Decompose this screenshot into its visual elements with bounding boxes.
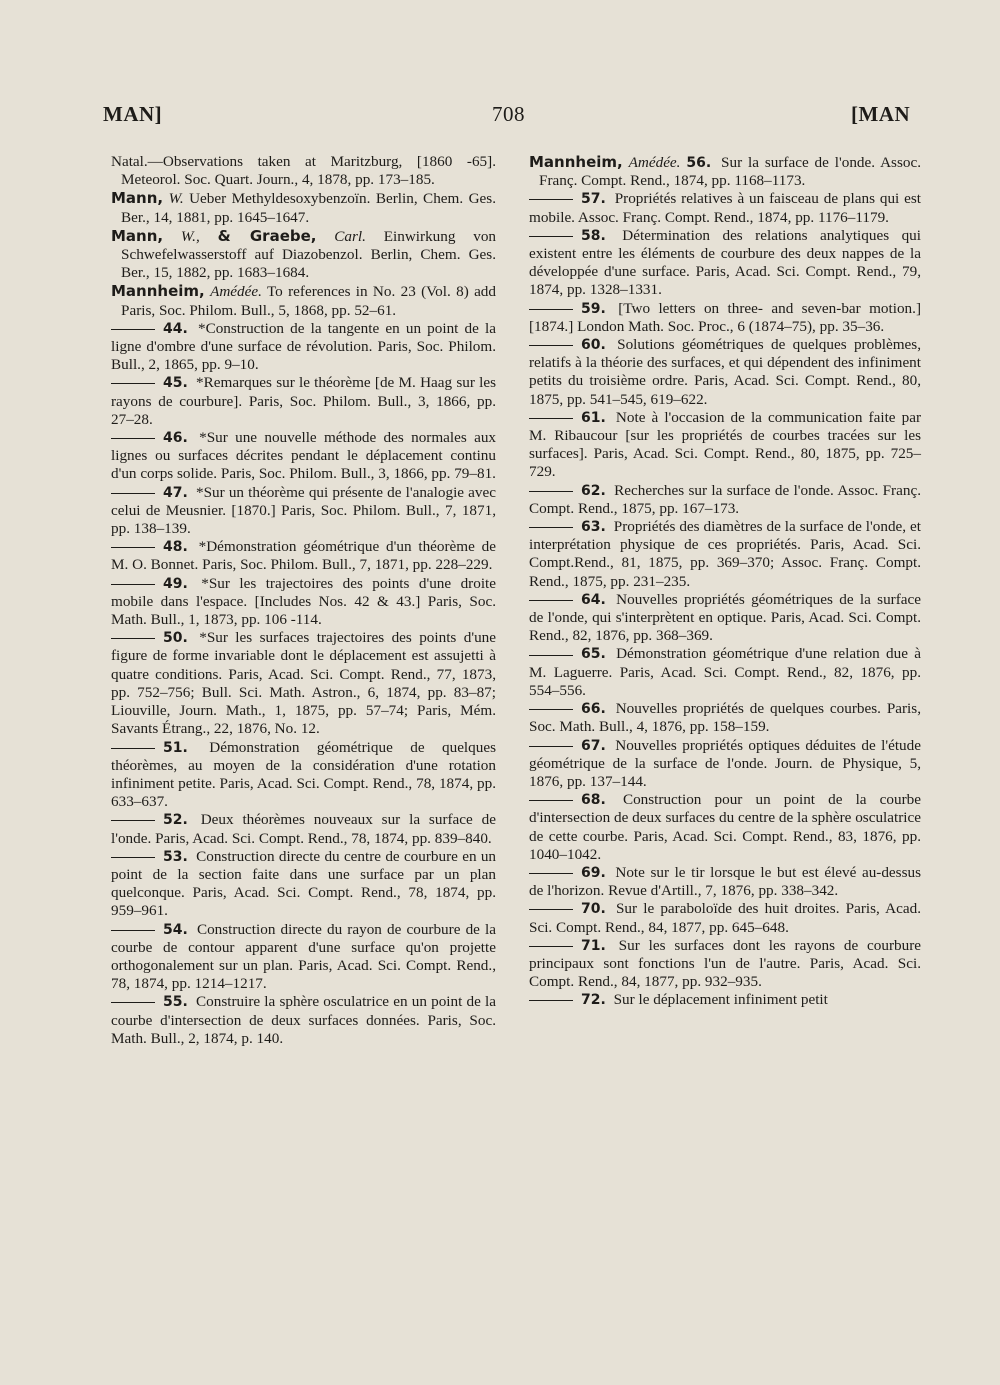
entry-text: Solutions géométriques de quelques problèmes, relatifs à la théorie des surfaces, et qui dépendent des infiniment petits du troisième ordre. Paris, Acad. Sci. Compt. Rend., 80, 1875, pp. 541–545, 619–622. [529,336,922,408]
entry-number: 66. [581,701,606,718]
entry-number: 59. [581,300,606,317]
bibliography-entry [111,282,496,319]
entry-text: Note sur le tir lorsque le but est élevé au-dessus de l'horizon. Revue d'Artill., 7, 1876, pp. 338–342. [529,863,922,900]
author-given-name: Amédée. [210,283,262,301]
bibliography-entry [529,791,921,864]
bibliography-entry [529,937,921,992]
ditto-dash [529,418,573,419]
ditto-dash [111,383,155,384]
entry-text: *Sur une nouvelle méthode des normales aux lignes ou surfaces décrites pendant le déplacement continu d'un corps solide. Paris, Soc. Philom. Bull., 3, 1866, pp. 79–81. [111,429,497,483]
entry-text: Natal.—Observations taken at Maritzburg, [1860 -65]. Meteorol. Soc. Quart. Journ., 4, 1878, pp. 173–185. [111,153,496,189]
entry-number: 44. [163,320,188,337]
entry-number: 67. [581,737,606,754]
entry-number: 68. [581,792,606,809]
bibliography-entry [111,848,496,921]
ditto-dash [529,746,573,747]
entry-text: Nouvelles propriétés géométriques de la surface de l'onde, qui s'interprètent en optique. Paris, Acad. Sci. Compt. Rend., 82, 1876, pp. 368–369. [529,590,922,645]
bibliography-entry [529,700,921,736]
entry-number: 70. [581,901,606,918]
entry-text: Propriétés relatives à un faisceau de plans qui est mobile. Assoc. Franç. Compt. Rend., 1874, pp. 1176–1179. [529,190,922,226]
entry-text: Ueber Methyldesoxybenzoïn. Berlin, Chem. Ges. Ber., 14, 1881, pp. 1645–1647. [121,190,497,226]
entry-number: 62. [581,482,606,499]
ditto-dash [529,946,573,947]
ditto-dash [111,930,155,931]
entry-text: Nouvelles propriétés de quelques courbes. Paris, Soc. Math. Bull., 4, 1876, pp. 158–159. [529,700,921,736]
author-given-name: W., [180,227,200,245]
entry-text: Construction directe du centre de courbure en un point de la section faite dans une surface par un plan quelconque. Paris, Acad. Sci. Compt. Rend., 78, 1874, pp. 959–961. [111,847,497,920]
entry-text: *Sur un théorème qui présente de l'analogie avec celui de Meusnier. [1870.] Paris, Soc. Philom. Bull., 7, 1871, pp. 138–139. [111,483,496,538]
author-given-name: W. [168,190,184,208]
entry-text: *Sur les surfaces trajectoires des points d'une figure de forme invariable dont le déplacement est assujetti à quatre conditions. Paris, Acad. Sci. Compt. Rend., 77, 1873, pp. 752–756; Bull. Sci. Math. Astron., 6, 1874, pp. 83–87; Liouville, Journ. Math., 1, 1875, pp. 57–74; Paris, Mém. Savants Étrang., 22, 1876, No. 12. [111,629,496,738]
entry-number: 61. [581,409,606,426]
bibliography-entry [529,900,921,936]
ditto-dash [529,655,573,656]
entry-number: 51. [163,739,188,756]
entry-number: 56. [686,155,712,171]
entry-text: To references in No. 23 (Vol. 8) add Paris, Soc. Philom. Bull., 5, 1868, pp. 52–61. [121,283,496,319]
ditto-dash [529,873,573,874]
entry-number: 63. [581,519,606,536]
bibliography-entry [111,993,496,1048]
entry-number: 64. [581,591,606,608]
entry-text: Propriétés des diamètres de la surface de l'onde, et interprétation physique de ces propriétés. Paris, Acad. Sci. Compt.Rend., 81, 1875, pp. 369–370; Assoc. Franç. Compt. Rend., 1875, pp. 231–235. [529,518,922,590]
bibliography-entry [111,153,496,189]
bibliography-entry [111,629,496,738]
left-column [111,153,496,1048]
entry-number: 54. [163,921,188,938]
bibliography-entry [529,409,921,482]
entry-text: [Two letters on three- and seven-bar motion.] [1874.] London Math. Soc. Proc., 6 (1874–75), pp. 35–36. [529,299,922,335]
ditto-dash [111,1002,155,1003]
bibliography-entry [529,227,921,300]
ditto-dash [111,584,155,585]
entry-text: Deux théorèmes nouveaux sur la surface de l'onde. Paris, Acad. Sci. Compt. Rend., 78, 1874, pp. 839–840. [111,811,496,847]
ditto-dash [529,1000,573,1001]
author-name: Mannheim, [111,282,205,301]
ditto-dash [111,547,155,548]
author-name: & Graebe, [217,226,317,245]
entry-number: 45. [163,375,188,392]
ditto-dash [529,309,573,310]
entry-text: Démonstration géométrique d'une relation due à M. Laguerre. Paris, Acad. Sci. Compt. Rend., 82, 1876, pp. 554–556. [529,645,921,699]
entry-text: *Démonstration géométrique d'un théorème de M. O. Bonnet. Paris, Soc. Philom. Bull., 7, 1871, pp. 228–229. [111,538,496,574]
bibliography-entry [111,811,496,847]
entry-text: *Construction de la tangente en un point de la ligne d'ombre d'une surface de révolution. Paris, Soc. Philom. Bull., 2, 1865, pp. 9–10. [111,319,496,374]
entry-number: 57. [581,191,606,208]
bibliography-entry [529,153,921,190]
entry-text: Construction pour un point de la courbe d'intersection de deux surfaces du centre de la sphère osculatrice de cette courbe. Paris, Acad. Sci. Compt. Rend., 83, 1876, pp. 1040–1042. [529,791,921,863]
bibliography-entry [111,484,496,539]
author-given-name: Amédée. [628,154,681,171]
entry-text: Sur la surface de l'onde. Assoc. Franç. Compt. Rend., 1874, pp. 1168–1173. [539,154,921,190]
page-number: 708 [492,102,525,126]
entry-number: 55. [163,994,188,1011]
bibliography-entry [111,739,496,812]
entry-number: 52. [163,812,188,829]
bibliography-entry [529,518,921,591]
entry-text: Sur le paraboloïde des huit droites. Paris, Acad. Sci. Compt. Rend., 84, 1877, pp. 645–648. [529,900,921,936]
entry-number: 71. [581,937,606,954]
bibliography-entry [111,227,496,283]
entry-text: *Remarques sur le théorème [de M. Haag sur les rayons de courbure]. Paris, Soc. Philom. Bull., 3, 1866, pp. 27–28. [111,374,497,428]
ditto-dash [111,493,155,494]
ditto-dash [529,800,573,801]
entry-text: Note à l'occasion de la communication faite par M. Ribaucour [sur les propriétés de courbes tracées sur les surfaces]. Paris, Acad. Sci. Compt. Rend., 80, 1875, pp. 725–729. [529,408,922,481]
ditto-dash [111,638,155,639]
entry-text: *Sur les trajectoires des points d'une droite mobile dans l'espace. [Includes Nos. 42 & 43.] Paris, Soc. Math. Bull., 1, 1873, pp. 106 -114. [111,574,497,629]
entry-number: 69. [581,864,606,881]
bibliography-entry [529,737,921,792]
bibliography-entry [111,538,496,574]
entry-number: 60. [581,337,606,354]
entry-number: 58. [581,227,606,244]
bibliography-entry [111,320,496,375]
bibliography-entry [529,591,921,646]
running-head-left: MAN] [103,102,163,126]
bibliography-entry [111,189,496,226]
entry-number: 72. [581,992,606,1009]
ditto-dash [529,600,573,601]
entry-number: 53. [163,848,188,865]
ditto-dash [529,199,573,200]
ditto-dash [529,491,573,492]
entry-text: Einwirkung von Schwefelwasserstoff auf Diazobenzol. Berlin, Chem. Ges. Ber., 15, 1882, pp. 1683–1684. [121,227,497,282]
ditto-dash [111,329,155,330]
bibliography-entry [529,645,921,700]
ditto-dash [111,748,155,749]
entry-text: Construire la sphère osculatrice en un point de la courbe d'intersection de deux surfaces données. Paris, Soc. Math. Bull., 2, 1874, p. 140. [111,993,497,1047]
bibliography-entry [111,575,496,630]
bibliography-entry [529,991,921,1009]
entry-text: Sur les surfaces dont les rayons de courbure principaux sont fonctions l'un de l'autre. Paris, Acad. Sci. Compt. Rend., 84, 1877, pp. 932–935. [529,936,922,991]
bibliography-entry [529,336,921,409]
bibliography-entry [529,482,921,518]
ditto-dash [111,820,155,821]
entry-text: Construction directe du rayon de courbure de la courbe de contour apparent d'une surface qu'on projette orthogonalement sur un plan. Paris, Acad. Sci. Compt. Rend., 78, 1874, pp. 1214–1217. [111,920,497,993]
ditto-dash [529,236,573,237]
ditto-dash [111,438,155,439]
ditto-dash [529,345,573,346]
running-head-right: [MAN [851,102,911,126]
bibliography-entry [529,864,921,900]
entry-number: 49. [163,575,188,592]
author-name: Mann, [111,226,164,245]
author-name: Mannheim, [529,153,623,171]
entry-text: Sur le déplacement infiniment petit [613,991,828,1009]
entry-number: 47. [163,484,188,501]
ditto-dash [529,909,573,910]
entry-number: 50. [163,630,188,647]
bibliography-entry [111,921,496,994]
bibliography-entry [111,429,496,484]
bibliography-entry [111,374,496,429]
entry-text: Recherches sur la surface de l'onde. Assoc. Franç. Compt. Rend., 1875, pp. 167–173. [529,481,921,517]
right-column [529,153,921,1010]
entry-text: Démonstration géométrique de quelques théorèmes, au moyen de la considération d'une rotation infiniment petite. Paris, Acad. Sci. Compt. Rend., 78, 1874, pp. 633–637. [111,738,496,811]
bibliography-entry [529,300,921,336]
entry-number: 48. [163,539,188,556]
author-name: Mann, [111,189,164,208]
entry-text: Détermination des relations analytiques qui existent entre les éléments de courbure des deux nappes de la développée d'une surface. Paris, Acad. Sci. Compt. Rend., 79, 1874, pp. 1328–1331. [529,226,921,299]
ditto-dash [529,527,573,528]
entry-number: 46. [163,430,188,447]
entry-text: Nouvelles propriétés optiques déduites de l'étude géométrique de la surface de l'onde. Journ. de Physique, 5, 1876, pp. 137–144. [529,736,921,790]
ditto-dash [111,857,155,858]
ditto-dash [529,709,573,710]
entry-number: 65. [581,646,606,663]
author-given-name: Carl. [334,227,366,245]
bibliography-entry [529,190,921,226]
